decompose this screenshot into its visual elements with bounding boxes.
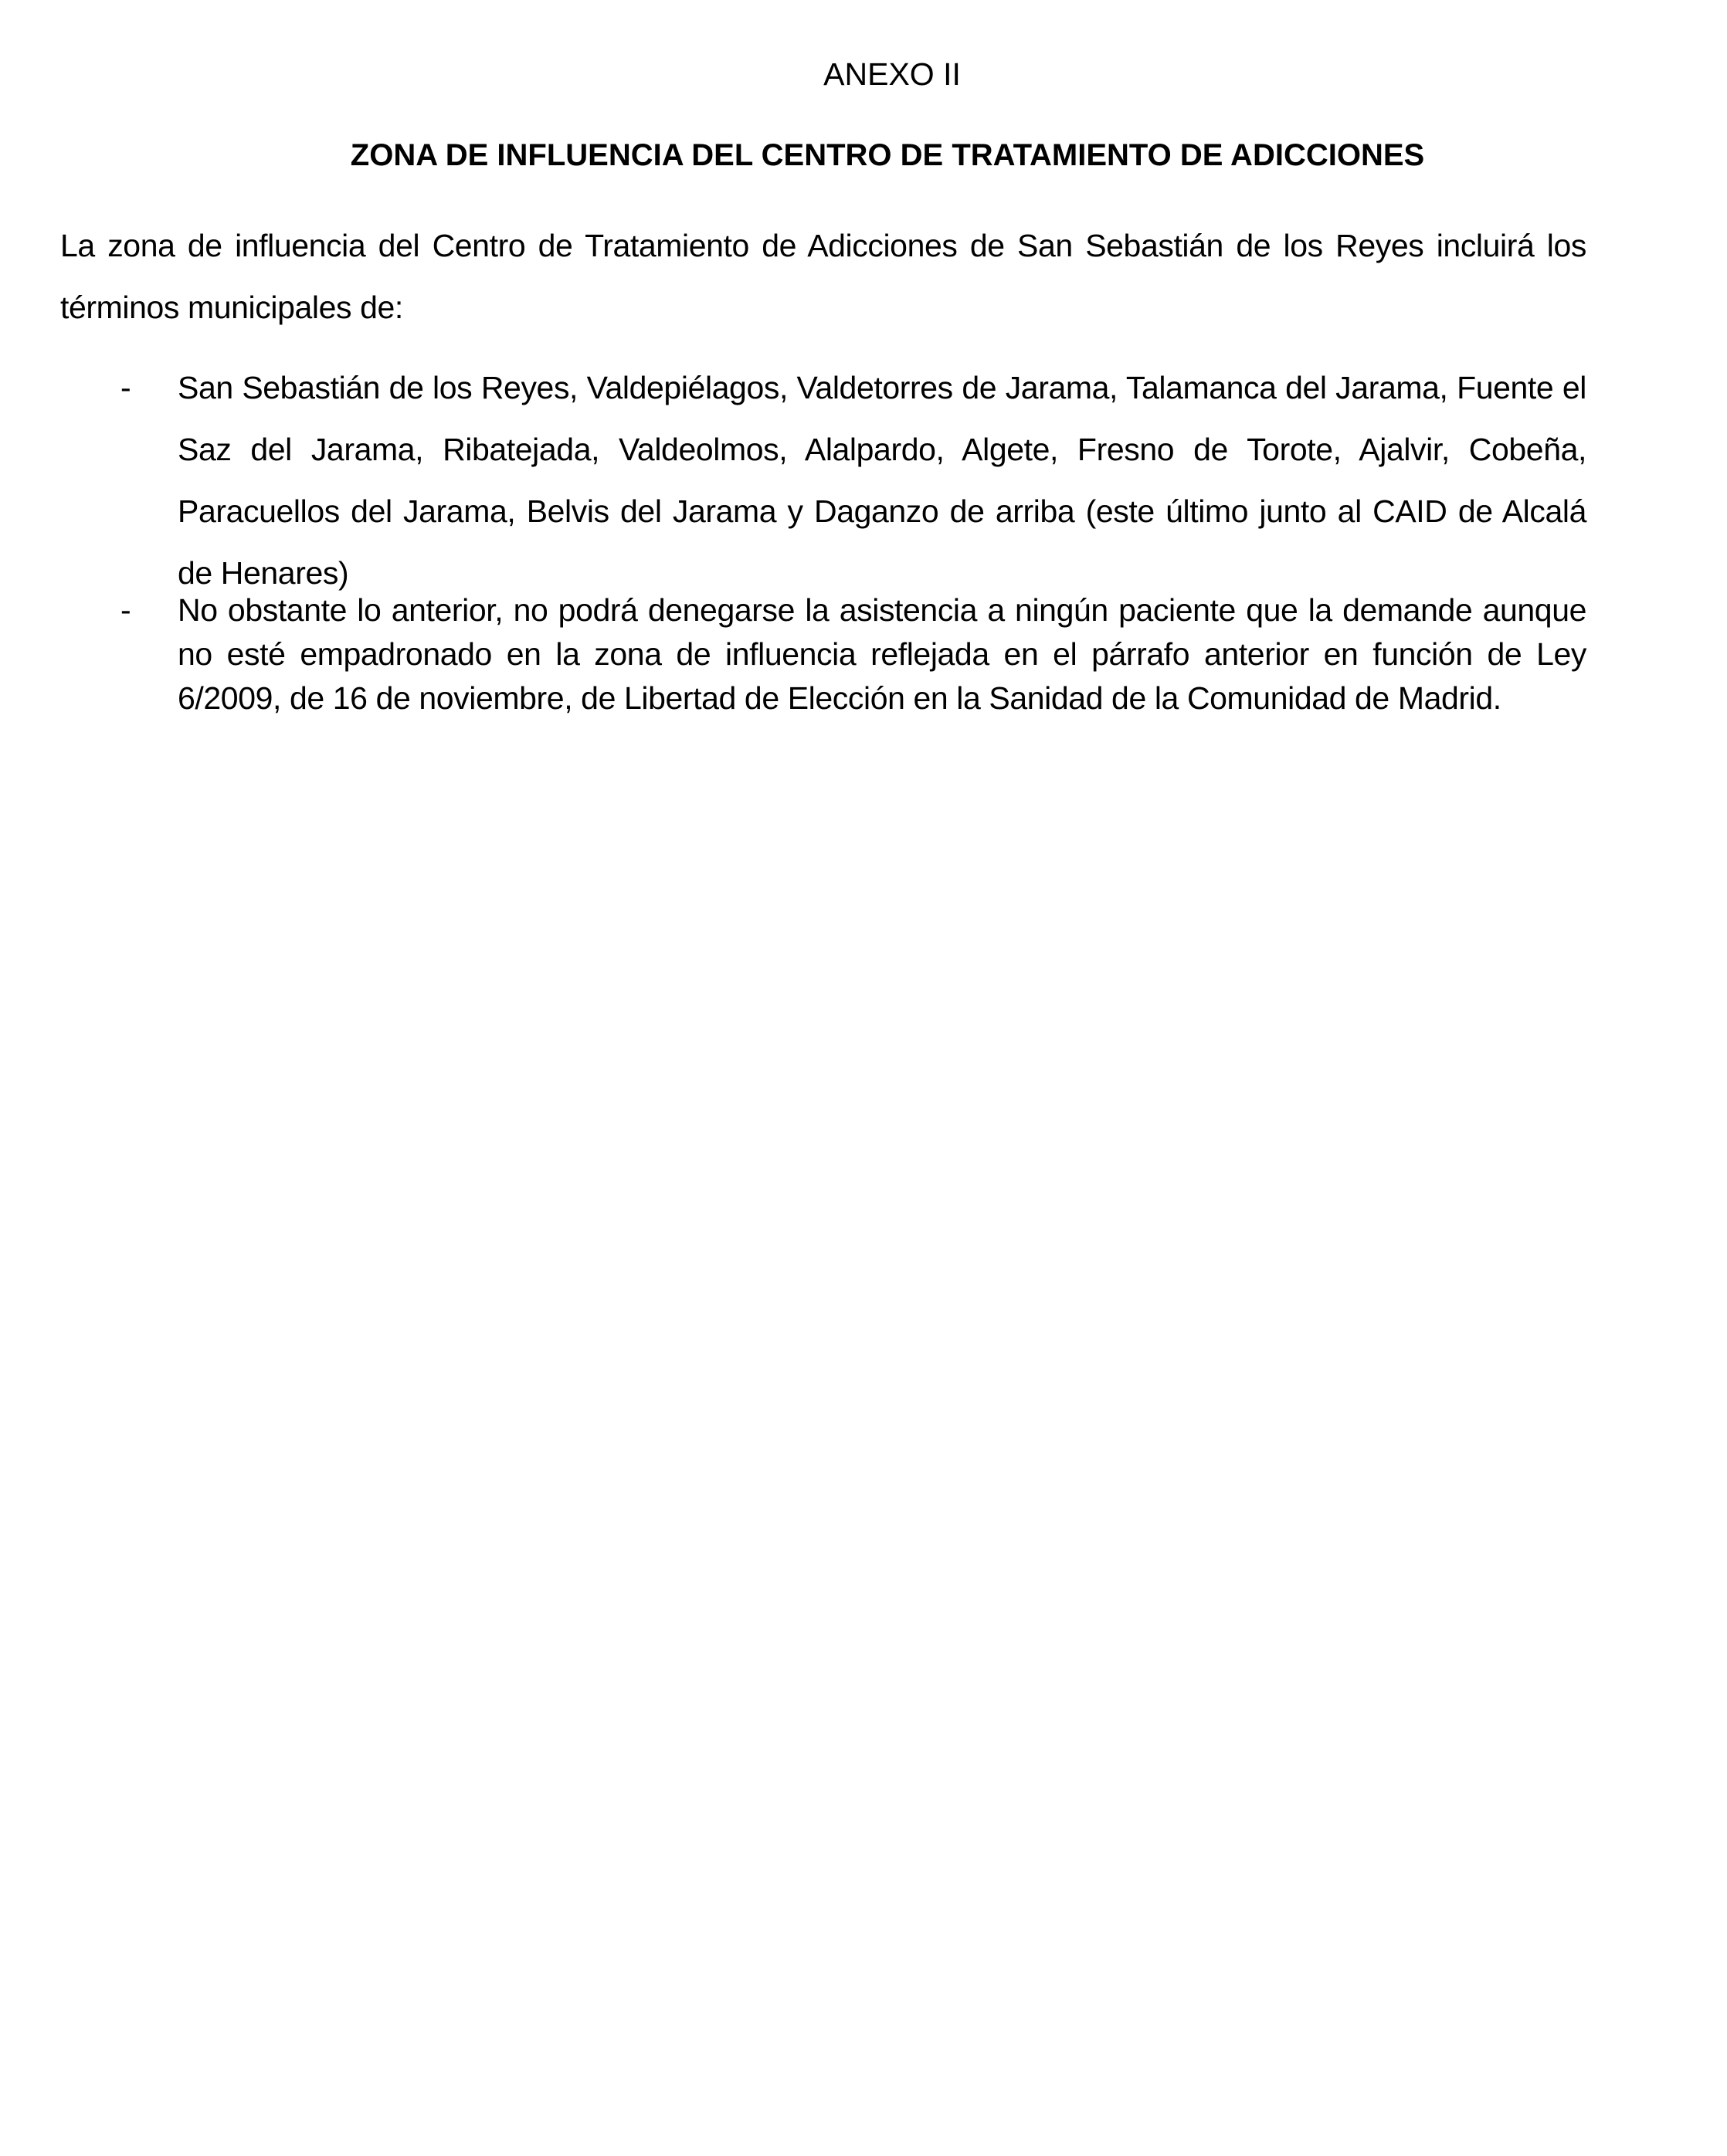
list-item-text: San Sebastián de los Reyes, Valdepiélagos, Valdetorres de Jarama, Talamanca del Jarama, Fuente el Saz del Jarama, Ribatejada, Valdeolmos, Alalpardo, Algete, Fresno de Torote, Ajalvir, Cobeña, Paracuellos del Jarama, Belvis del Jarama y Daganzo de arriba (este último junto al CAID de Alcalá de Henares) xyxy=(178,370,1586,591)
page-title: ZONA DE INFLUENCIA DEL CENTRO DE TRATAMIENTO DE ADICCIONES xyxy=(350,138,1425,172)
bullet-marker: - xyxy=(120,592,131,628)
list-item-text: No obstante lo anterior, no podrá denegarse la asistencia a ningún paciente que la demande aunque no esté empadronado en la zona de influencia reflejada en el párrafo anterior en función de Ley 6/2009, de 16 de noviembre, de Libertad de Elección en la Sanidad de la Comunidad de Madrid. xyxy=(178,592,1586,716)
intro-paragraph: La zona de influencia del Centro de Tratamiento de Adicciones de San Sebastián de los Reyes incluirá los términos municipales de: xyxy=(60,228,1586,325)
annex-label: ANEXO II xyxy=(823,56,961,92)
bullet-marker: - xyxy=(120,370,131,405)
